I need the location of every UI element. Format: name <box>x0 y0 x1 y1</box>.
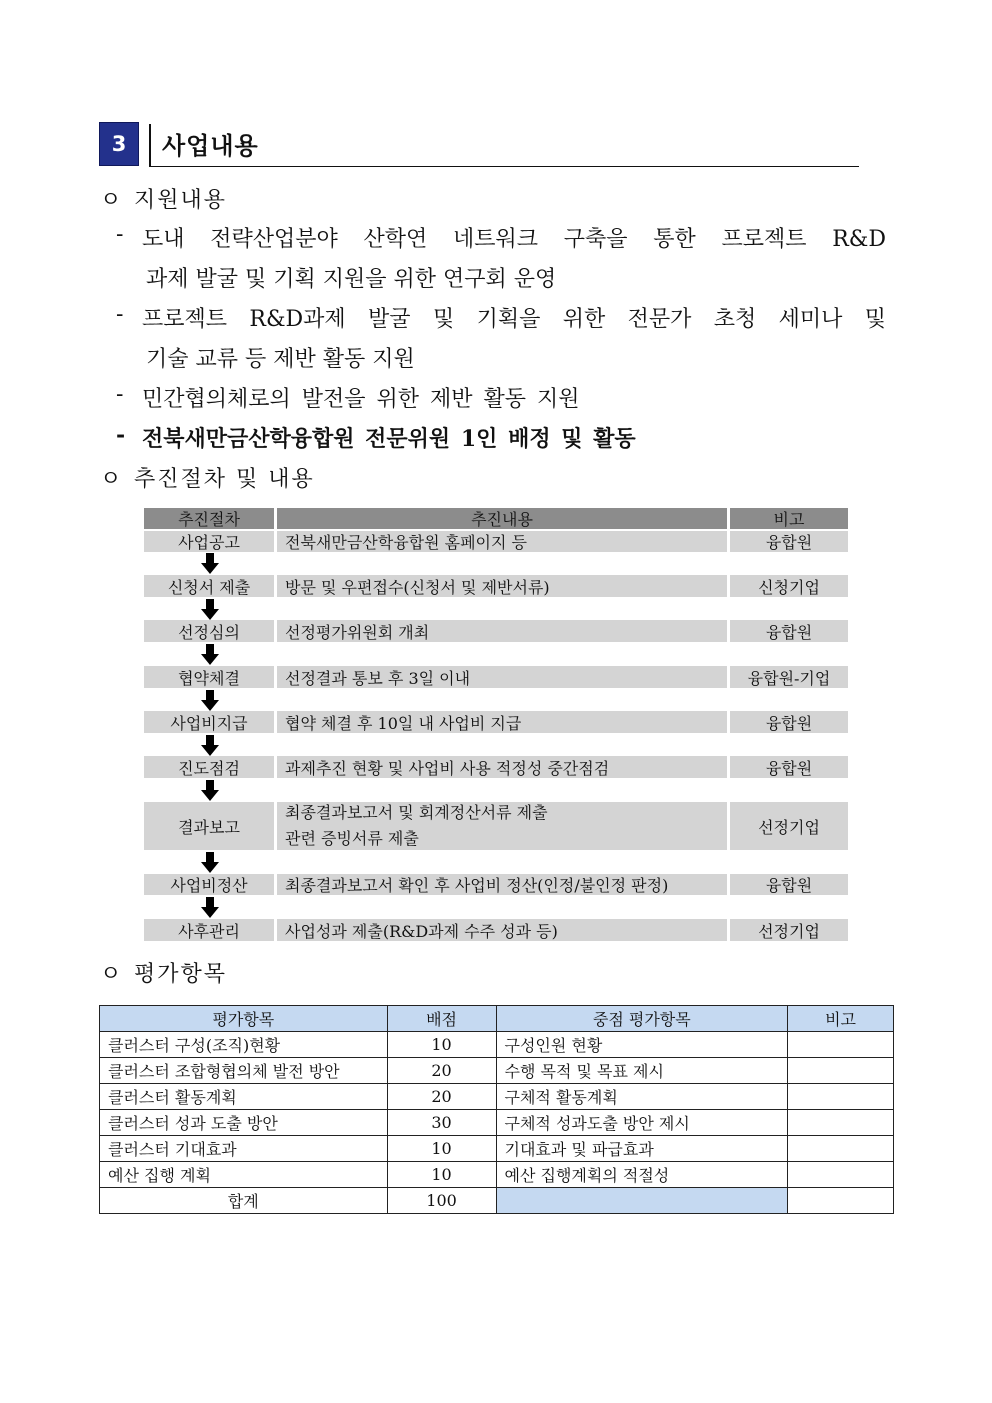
flow-row: 사후관리 사업성과 제출(R&D과제 수주 성과 등) 선정기업 <box>144 919 848 941</box>
down-arrow-icon <box>201 690 219 711</box>
flow-row: 신청서 제출 방문 및 우편접수(신청서 및 제반서류) 신청기업 <box>144 575 848 597</box>
down-arrow-icon <box>201 780 219 801</box>
support-item-1 <box>116 222 886 302</box>
evaluation-table <box>99 1005 894 1214</box>
support-item-3 <box>116 382 886 422</box>
support-item-1-line1: 도내 전략산업분야 산학연 네트워크 구축을 통한 프로젝트 R&D <box>142 227 886 252</box>
section-number-badge: 3 <box>99 122 139 166</box>
eval-header-score: 배점 <box>387 1006 496 1032</box>
down-arrow-icon <box>201 644 219 665</box>
evaluation-header-row <box>100 1006 894 1032</box>
evaluation-heading: ㅇ 평가항목 <box>100 957 227 988</box>
support-heading: ㅇ 지원내용 <box>100 183 227 214</box>
table-row: 예산 집행 계획 10 예산 집행계획의 적절성 <box>100 1162 894 1188</box>
support-item-2-line1: 프로젝트 R&D과제 발굴 및 기획을 위한 전문가 초청 세미나 및 <box>142 307 886 332</box>
table-row: 클러스터 기대효과 10 기대효과 및 파급효과 <box>100 1136 894 1162</box>
dash-icon: - <box>116 422 126 448</box>
eval-header-item: 평가항목 <box>100 1006 388 1032</box>
flow-header-content: 추진내용 <box>277 508 727 529</box>
flow-row: 사업비정산 최종결과보고서 확인 후 사업비 정산(인정/불인정 판정) 융합원 <box>144 874 848 895</box>
support-item-2 <box>116 302 886 382</box>
total-label: 합계 <box>100 1188 388 1214</box>
flow-row: 협약체결 선정결과 통보 후 3일 이내 융합원-기업 <box>144 666 848 688</box>
support-item-2-line2: 기술 교류 등 제반 활동 지원 <box>146 347 415 372</box>
evaluation-total-row <box>100 1188 894 1214</box>
down-arrow-icon <box>201 735 219 756</box>
flow-row: 결과보고 최종결과보고서 및 회계정산서류 제출 관련 증빙서류 제출 선정기업 <box>144 802 848 850</box>
dash-icon: - <box>116 382 124 407</box>
support-item-3-text: 민간협의체로의 발전을 위한 제반 활동 지원 <box>142 387 580 412</box>
dash-icon: - <box>116 222 124 247</box>
support-item-4-text: 전북새만금산학융합원 전문위원 1인 배정 및 활동 <box>142 426 636 452</box>
table-row: 클러스터 조합형협의체 발전 방안 20 수행 목적 및 목표 제시 <box>100 1058 894 1084</box>
procedure-heading: ㅇ 추진절차 및 내용 <box>100 462 315 493</box>
flow-row: 사업공고 전북새만금산학융합원 홈페이지 등 융합원 <box>144 531 848 552</box>
eval-header-note: 비고 <box>788 1006 894 1032</box>
section-underline <box>149 166 859 167</box>
flow-header-note: 비고 <box>730 508 848 529</box>
table-row: 클러스터 활동계획 20 구체적 활동계획 <box>100 1084 894 1110</box>
dash-icon: - <box>116 302 124 327</box>
table-row: 클러스터 구성(조직)현황 10 구성인원 현황 <box>100 1032 894 1058</box>
bullet-circle-icon: ㅇ <box>100 962 124 987</box>
table-row: 클러스터 성과 도출 방안 30 구체적 성과도출 방안 제시 <box>100 1110 894 1136</box>
support-item-4 <box>116 422 886 462</box>
down-arrow-icon <box>201 897 219 918</box>
flow-row: 진도점검 과제추진 현황 및 사업비 사용 적정성 중간점검 융합원 <box>144 756 848 778</box>
flow-header-step: 추진절차 <box>144 508 274 529</box>
down-arrow-icon <box>201 553 219 574</box>
flow-row: 사업비지급 협약 체결 후 10일 내 사업비 지급 융합원 <box>144 711 848 733</box>
section-title: 사업내용 <box>162 132 259 160</box>
bullet-circle-icon: ㅇ <box>100 467 124 492</box>
bullet-circle-icon: ㅇ <box>100 188 124 213</box>
down-arrow-icon <box>201 852 219 873</box>
down-arrow-icon <box>201 599 219 620</box>
section-header <box>99 122 859 168</box>
flow-header-row <box>144 508 848 529</box>
eval-header-focus: 중점 평가항목 <box>496 1006 788 1032</box>
section-divider <box>149 124 151 166</box>
total-score: 100 <box>387 1188 496 1214</box>
support-item-1-line2: 과제 발굴 및 기획 지원을 위한 연구회 운영 <box>146 267 557 292</box>
flow-row: 선정심의 선정평가위원회 개최 융합원 <box>144 620 848 642</box>
